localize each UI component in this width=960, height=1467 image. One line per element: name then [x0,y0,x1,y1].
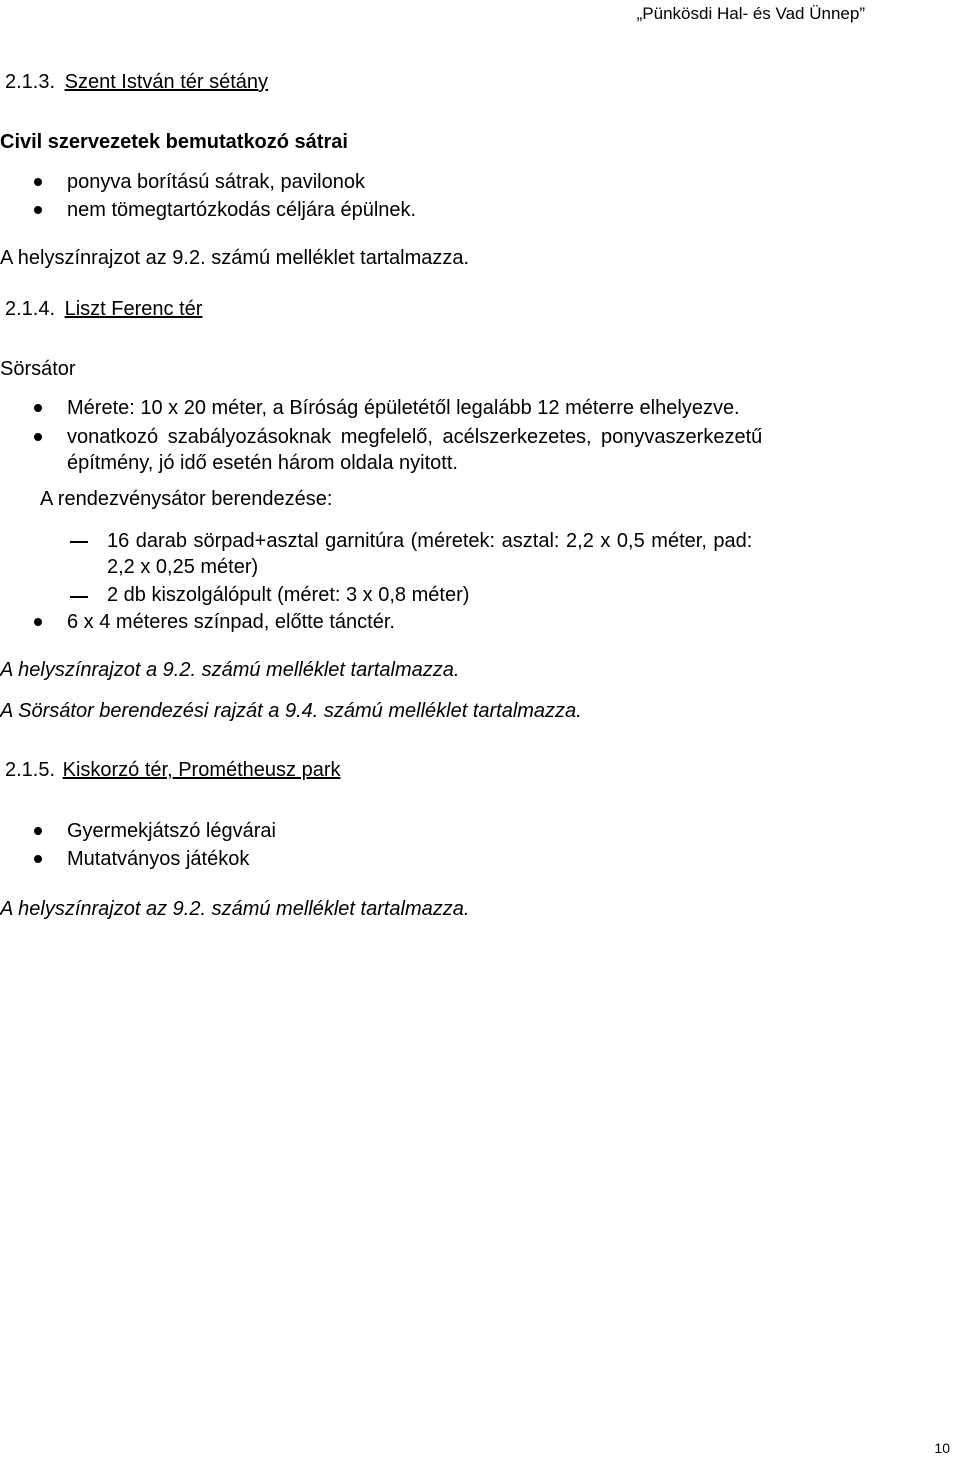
section-214-title: Liszt Ferenc tér [64,298,203,320]
section-215-number: 2.1.5. [5,759,56,781]
section-214-heading [5,297,202,321]
section-214-bullet-2-line-2: építmény, jó idő esetén három oldala nyitott. [67,452,458,474]
bullet-icon [34,206,42,214]
section-215-bullet-1: Gyermekjátszó légvárai [67,820,276,842]
bullet-icon [34,404,42,412]
section-214-note-2: A Sörsátor berendezési rajzát a 9.4. számú melléklet tartalmazza. [0,700,582,722]
equipment-item-2: 2 db kiszolgálópult (méret: 3 x 0,8 méter) [107,584,470,606]
section-213-bullet-1: ponyva borítású sátrak, pavilonok [67,171,365,193]
equipment-item-1-line-1: 16 darab sörpad+asztal garnitúra (méretek: asztal: 2,2 x 0,5 méter, pad: [107,530,753,552]
section-215-bullet-2: Mutatványos játékok [67,848,250,870]
section-213-title: Szent István tér sétány [64,71,269,93]
section-214-bullet-1: Mérete: 10 x 20 méter, a Bíróság épületétől legalább 12 méterre elhelyezve. [67,397,740,419]
page-number: 10 [934,1440,950,1456]
stage-bullet: 6 x 4 méteres színpad, előtte tánctér. [67,611,395,633]
bullet-icon [34,433,42,441]
section-215-heading [5,758,341,782]
running-header: „Pünkösdi Hal- és Vad Ünnep” [636,4,865,23]
section-213-number: 2.1.3. [5,71,56,93]
equipment-item-1-line-2: 2,2 x 0,25 méter) [107,556,259,578]
bullet-icon [34,855,42,863]
section-213-subheading: Civil szervezetek bemutatkozó sátrai [0,131,348,153]
dash-icon [70,596,88,598]
section-215-title: Kiskorzó tér, Prométheusz park [62,759,341,781]
bullet-icon [34,618,42,626]
section-214-subheading: Sörsátor [0,358,76,380]
section-215-note: A helyszínrajzot az 9.2. számú melléklet tartalmazza. [0,898,470,920]
section-214-bullet-2-line-1: vonatkozó szabályozásoknak megfelelő, acélszerkezetes, ponyvaszerkezetű [67,426,763,448]
section-214-note-1: A helyszínrajzot a 9.2. számú melléklet tartalmazza. [0,659,460,681]
bullet-icon [34,178,42,186]
section-213-bullet-2: nem tömegtartózkodás céljára épülnek. [67,199,417,221]
bullet-icon [34,827,42,835]
equipment-intro: A rendezvénysátor berendezése: [40,488,333,510]
dash-icon [70,541,88,543]
section-213-note: A helyszínrajzot az 9.2. számú melléklet tartalmazza. [0,247,470,269]
section-213-heading [5,70,268,94]
section-214-number: 2.1.4. [5,298,56,320]
